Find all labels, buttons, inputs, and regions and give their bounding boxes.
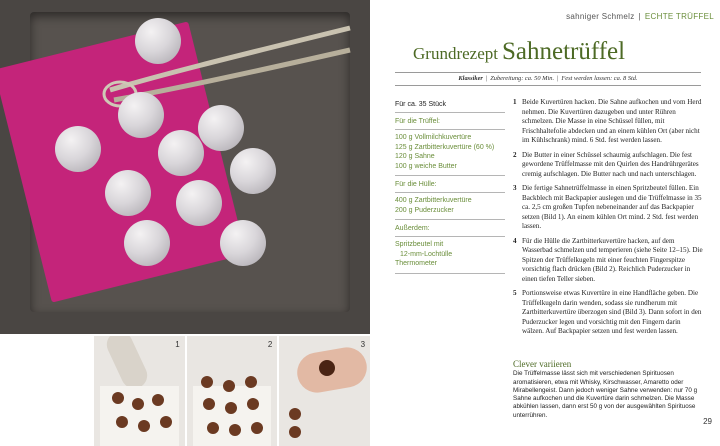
truffle-dot: [251, 422, 263, 434]
ingredient: 400 g Zartbitterkuvertüre: [395, 197, 472, 204]
ingredient: 200 g Puderzucker: [395, 206, 454, 214]
ingredient: 120 g Sahne: [395, 153, 435, 160]
truffle: [220, 220, 266, 266]
divider: [395, 85, 701, 86]
truffle: [118, 92, 164, 138]
truffle-dot: [112, 392, 124, 404]
step-text: Für die Hülle die Zartbitterkuvertüre hacken, auf dem Wasserbad schmelzen und temperieren (siehe Seite 12–15). Die Spitzen der Trüffelkugeln mit einer feuchten Fingerspitze vorsichtig flach drücken (Bild 2). Reichlich Puderzucker in einen tiefen Teller sieben.: [522, 236, 703, 283]
yield-text: Für ca. 35 Stück: [395, 101, 446, 108]
truffle: [55, 126, 101, 172]
truffle-dot: [247, 398, 259, 410]
ingredients-list-coating: [395, 193, 505, 220]
step: [513, 98, 703, 146]
page-number: 29: [703, 417, 712, 426]
step-text: Die Butter in einer Schüssel schaumig aufschlagen. Die fest gewordene Trüffelmasse mit den Quirlen des Handrührgerätes cremig aufschlagen. Die Butter nach und nach unterschlagen.: [522, 150, 699, 178]
ingredients-block-extras: [395, 220, 505, 237]
step-number: 4: [513, 236, 517, 245]
method-steps: [513, 98, 703, 342]
step: [513, 184, 703, 232]
step-photo-2: [187, 336, 278, 446]
ingredients-heading: Außerdem:: [395, 225, 430, 232]
ingredient: Spritzbeutel mit: [395, 241, 444, 248]
step-number: 2: [513, 150, 517, 159]
truffle-dot: [152, 394, 164, 406]
ingredients-column: [395, 98, 505, 274]
step-photo-label: 1: [175, 340, 180, 349]
running-header: sahniger Schmelz | ECHTE TRÜFFEL: [566, 12, 714, 21]
hero-photo: [0, 0, 370, 334]
truffle: [198, 105, 244, 151]
title-main: Sahnetrüffel: [501, 38, 626, 65]
baking-tray: [193, 386, 272, 446]
truffle-dot: [225, 402, 237, 414]
truffle: [176, 180, 222, 226]
title-prefix: Grundrezept: [413, 44, 498, 63]
truffle-dot: [160, 416, 172, 428]
ingredient: Thermometer: [395, 260, 438, 267]
ingredients-list-extras: [395, 237, 505, 274]
chapter-label: sahniger Schmelz: [566, 12, 635, 21]
step-number: 1: [513, 98, 517, 106]
truffle-dot: [132, 398, 144, 410]
ingredient: 100 g weiche Butter: [395, 162, 457, 170]
truffle: [105, 170, 151, 216]
divider: [395, 72, 701, 73]
truffle-dot: [116, 416, 128, 428]
ingredients-block-coating: [395, 176, 505, 193]
tip-title: Clever variieren: [513, 359, 572, 369]
meta-prep: Zubereitung: ca. 50 Min.: [490, 75, 555, 82]
meta-rest: Fest werden lassen: ca. 8 Std.: [561, 75, 638, 82]
step-text: Portionsweise etwas Kuvertüre in eine Handfläche geben. Die Trüffelkugeln darin wenden, sodass sie rundherum mit Zartbitterkuvertüre überzogen sind (Bild 3). Dann sofort in den Puderzucker legen und vorsichtig mit den Fingern darin wälzen. Auf Backpapier setzen und fest werden lassen.: [522, 289, 702, 335]
truffle-dot: [201, 376, 213, 388]
step: [513, 237, 703, 285]
tip-box: [513, 360, 701, 420]
truffle-dot: [203, 398, 215, 410]
section-label: ECHTE TRÜFFEL: [644, 12, 714, 21]
ingredient: 125 g Zartbitterkuvertüre (60 %): [395, 143, 495, 151]
step-photo-3: [279, 336, 370, 446]
step-photo-label: 2: [267, 340, 273, 349]
ingredients-heading: Für die Hülle:: [395, 181, 437, 188]
meta-category: Klassiker: [458, 75, 483, 82]
truffle: [158, 130, 204, 176]
recipe-title: [413, 38, 625, 66]
recipe-meta: Klassiker | Zubereitung: ca. 50 Min. | Fest werden lassen: ca. 8 Std.: [458, 75, 638, 82]
truffle-dot: [229, 424, 241, 436]
ingredients-block-truffle: [395, 113, 505, 130]
ingredient: 12-mm-Lochtülle: [400, 250, 453, 258]
truffle: [230, 148, 276, 194]
step-text: Die fertige Sahnetrüffelmasse in einen Spritzbeutel füllen. Ein Backblech mit Backpapier auslegen und die Trüffelmasse in 35 ca. 2,5 cm großen Tupfen nebeneinander auf das Backpapier setzen (Bild 1). An einem kühlen Ort mind. 2 Std. fest werden lassen.: [522, 184, 702, 230]
ingredient: 100 g Vollmilchkuvertüre: [395, 134, 472, 141]
step-number: 3: [513, 184, 517, 192]
step-photo-label: 3: [360, 340, 366, 349]
ingredients-list-truffle: [395, 130, 505, 176]
step-number: 5: [513, 289, 517, 297]
truffle-dot: [207, 422, 219, 434]
step: [513, 151, 703, 180]
ingredients-heading: Für die Trüffel:: [395, 118, 441, 125]
truffle: [124, 220, 170, 266]
step-text: Beide Kuvertüren hacken. Die Sahne aufkochen und vom Herd nehmen. Die Kuvertüren dazugeben und unter Rühren schmelzen. Die Masse in eine Schüssel füllen, mit Frischhaltefolie abdecken und an einem kühlen Ort (aber nicht im Kühlschrank) mind. 6 Std. fest werden lassen.: [522, 98, 702, 144]
step-photo-1: [94, 336, 185, 446]
truffle-dot: [289, 408, 301, 420]
truffle: [135, 18, 181, 64]
truffle-dot: [223, 380, 235, 392]
truffle-dot: [138, 420, 150, 432]
truffle-dot: [245, 376, 257, 388]
truffle-dot: [289, 426, 301, 438]
piping-bag: [103, 336, 152, 393]
tip-text: Die Trüffelmasse lässt sich mit verschiedenen Spirituosen aromatisieren, etwa mit Whisky, Kirschwasser, Amaretto oder Mirabellengeist. Dann jedoch weniger Sahne verwenden: nur 70 g Sahne aufkochen und die Kuvertüre darin schmelzen. Die Masse abkühlen lassen, dann erst 50 g von der ausgewählten Spirituose unterrühren.: [513, 370, 698, 419]
step-photo-strip: [94, 336, 370, 446]
step: [513, 289, 703, 337]
ingredients-yield: [395, 98, 505, 113]
